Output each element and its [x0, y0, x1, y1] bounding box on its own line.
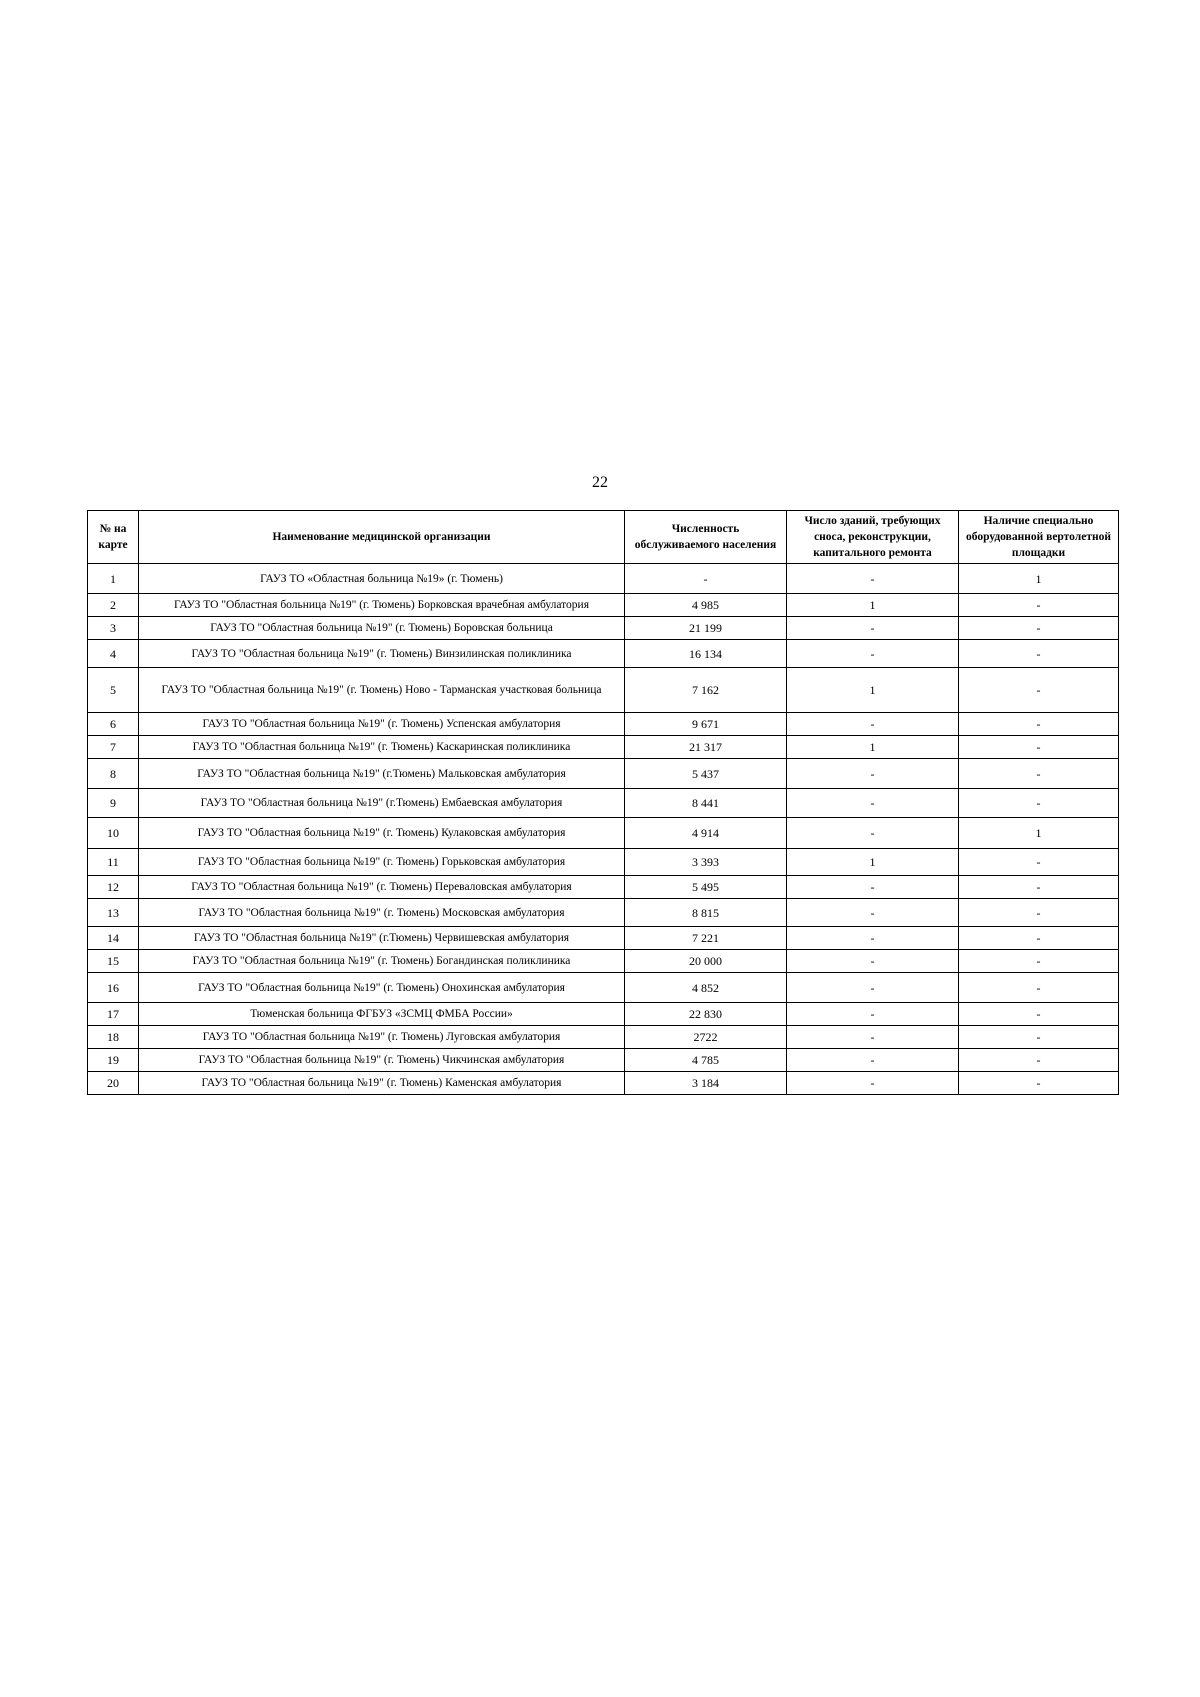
cell-population: 3 184: [625, 1072, 787, 1095]
table-row: [88, 617, 1119, 640]
cell-buildings-repair: -: [787, 1026, 959, 1049]
cell-population: 16 134: [625, 640, 787, 668]
cell-map-number: 8: [88, 759, 139, 789]
cell-buildings-repair: 1: [787, 668, 959, 713]
table-row: [88, 818, 1119, 849]
cell-buildings-repair: -: [787, 1003, 959, 1026]
cell-population: 21 317: [625, 736, 787, 759]
cell-map-number: 19: [88, 1049, 139, 1072]
cell-buildings-repair: -: [787, 973, 959, 1003]
cell-helipad: -: [959, 594, 1119, 617]
table-row: [88, 1072, 1119, 1095]
cell-organization-name: ГАУЗ ТО "Областная больница №19" (г. Тюмень) Кулаковская амбулатория: [139, 818, 625, 849]
cell-helipad: -: [959, 1026, 1119, 1049]
cell-map-number: 13: [88, 899, 139, 927]
cell-organization-name: ГАУЗ ТО "Областная больница №19" (г. Тюмень) Луговская амбулатория: [139, 1026, 625, 1049]
cell-map-number: 3: [88, 617, 139, 640]
table-row: [88, 789, 1119, 818]
cell-organization-name: ГАУЗ ТО «Областная больница №19» (г. Тюмень): [139, 564, 625, 594]
cell-helipad: -: [959, 899, 1119, 927]
table-row: [88, 759, 1119, 789]
cell-buildings-repair: -: [787, 950, 959, 973]
cell-map-number: 5: [88, 668, 139, 713]
cell-population: 5 495: [625, 876, 787, 899]
table-row: [88, 713, 1119, 736]
cell-organization-name: ГАУЗ ТО "Областная больница №19" (г. Тюмень) Онохинская амбулатория: [139, 973, 625, 1003]
cell-population: 4 914: [625, 818, 787, 849]
cell-helipad: -: [959, 759, 1119, 789]
cell-helipad: -: [959, 713, 1119, 736]
cell-map-number: 17: [88, 1003, 139, 1026]
cell-organization-name: ГАУЗ ТО "Областная больница №19" (г. Тюмень) Богандинская поликлиника: [139, 950, 625, 973]
cell-population: 4 785: [625, 1049, 787, 1072]
cell-map-number: 16: [88, 973, 139, 1003]
cell-helipad: -: [959, 789, 1119, 818]
cell-map-number: 2: [88, 594, 139, 617]
cell-helipad: -: [959, 1072, 1119, 1095]
cell-organization-name: ГАУЗ ТО "Областная больница №19" (г. Тюмень) Переваловская амбулатория: [139, 876, 625, 899]
table-row: [88, 1003, 1119, 1026]
cell-map-number: 6: [88, 713, 139, 736]
header-buildings-repair: Число зданий, требующих сноса, реконструкции, капитального ремонта: [787, 511, 959, 564]
cell-population: -: [625, 564, 787, 594]
cell-map-number: 20: [88, 1072, 139, 1095]
table-row: [88, 899, 1119, 927]
cell-buildings-repair: -: [787, 818, 959, 849]
cell-helipad: -: [959, 973, 1119, 1003]
cell-buildings-repair: -: [787, 927, 959, 950]
cell-organization-name: ГАУЗ ТО "Областная больница №19" (г.Тюмень) Червишевская амбулатория: [139, 927, 625, 950]
cell-helipad: -: [959, 876, 1119, 899]
cell-helipad: -: [959, 668, 1119, 713]
cell-population: 21 199: [625, 617, 787, 640]
cell-map-number: 4: [88, 640, 139, 668]
cell-population: 22 830: [625, 1003, 787, 1026]
cell-buildings-repair: -: [787, 1072, 959, 1095]
cell-buildings-repair: -: [787, 899, 959, 927]
cell-map-number: 1: [88, 564, 139, 594]
cell-organization-name: ГАУЗ ТО "Областная больница №19" (г. Тюмень) Чикчинская амбулатория: [139, 1049, 625, 1072]
cell-organization-name: Тюменская больница ФГБУЗ «ЗСМЦ ФМБА России»: [139, 1003, 625, 1026]
cell-organization-name: ГАУЗ ТО "Областная больница №19" (г. Тюмень) Боровская больница: [139, 617, 625, 640]
cell-population: 4 985: [625, 594, 787, 617]
cell-buildings-repair: -: [787, 759, 959, 789]
cell-buildings-repair: -: [787, 789, 959, 818]
cell-helipad: -: [959, 927, 1119, 950]
cell-organization-name: ГАУЗ ТО "Областная больница №19" (г. Тюмень) Борковская врачебная амбулатория: [139, 594, 625, 617]
cell-helipad: -: [959, 617, 1119, 640]
cell-helipad: 1: [959, 818, 1119, 849]
table-row: [88, 927, 1119, 950]
header-map-number: № на карте: [88, 511, 139, 564]
cell-organization-name: ГАУЗ ТО "Областная больница №19" (г. Тюмень) Горьковская амбулатория: [139, 849, 625, 876]
cell-map-number: 7: [88, 736, 139, 759]
cell-organization-name: ГАУЗ ТО "Областная больница №19" (г. Тюмень) Каскаринская поликлиника: [139, 736, 625, 759]
cell-organization-name: ГАУЗ ТО "Областная больница №19" (г. Тюмень) Ново - Тарманская участковая больница: [139, 668, 625, 713]
cell-buildings-repair: -: [787, 1049, 959, 1072]
header-helipad: Наличие специально оборудованной вертолетной площадки: [959, 511, 1119, 564]
cell-population: 3 393: [625, 849, 787, 876]
header-organization-name: Наименование медицинской организации: [139, 511, 625, 564]
table-row: [88, 640, 1119, 668]
cell-buildings-repair: 1: [787, 594, 959, 617]
cell-population: 9 671: [625, 713, 787, 736]
cell-organization-name: ГАУЗ ТО "Областная больница №19" (г. Тюмень) Успенская амбулатория: [139, 713, 625, 736]
cell-map-number: 18: [88, 1026, 139, 1049]
cell-helipad: -: [959, 950, 1119, 973]
cell-helipad: -: [959, 736, 1119, 759]
cell-map-number: 12: [88, 876, 139, 899]
cell-helipad: -: [959, 1003, 1119, 1026]
cell-map-number: 10: [88, 818, 139, 849]
header-population: Численность обслуживаемого населения: [625, 511, 787, 564]
table-row: [88, 876, 1119, 899]
cell-buildings-repair: -: [787, 640, 959, 668]
cell-helipad: -: [959, 1049, 1119, 1072]
cell-helipad: -: [959, 849, 1119, 876]
table-row: [88, 564, 1119, 594]
cell-organization-name: ГАУЗ ТО "Областная больница №19" (г. Тюмень) Московская амбулатория: [139, 899, 625, 927]
cell-organization-name: ГАУЗ ТО "Областная больница №19" (г.Тюмень) Ембаевская амбулатория: [139, 789, 625, 818]
cell-population: 2722: [625, 1026, 787, 1049]
cell-population: 4 852: [625, 973, 787, 1003]
cell-organization-name: ГАУЗ ТО "Областная больница №19" (г.Тюмень) Мальковская амбулатория: [139, 759, 625, 789]
cell-population: 5 437: [625, 759, 787, 789]
table-row: [88, 950, 1119, 973]
cell-map-number: 15: [88, 950, 139, 973]
table-row: [88, 849, 1119, 876]
cell-population: 20 000: [625, 950, 787, 973]
table-row: [88, 594, 1119, 617]
table-row: [88, 1026, 1119, 1049]
cell-map-number: 11: [88, 849, 139, 876]
cell-map-number: 9: [88, 789, 139, 818]
cell-helipad: 1: [959, 564, 1119, 594]
cell-population: 7 162: [625, 668, 787, 713]
table-header-row: [88, 511, 1119, 564]
cell-population: 7 221: [625, 927, 787, 950]
medical-organizations-table: [87, 510, 1119, 1095]
table-row: [88, 1049, 1119, 1072]
cell-buildings-repair: 1: [787, 736, 959, 759]
cell-organization-name: ГАУЗ ТО "Областная больница №19" (г. Тюмень) Винзилинская поликлиника: [139, 640, 625, 668]
cell-buildings-repair: -: [787, 876, 959, 899]
cell-buildings-repair: -: [787, 617, 959, 640]
cell-buildings-repair: -: [787, 713, 959, 736]
cell-population: 8 815: [625, 899, 787, 927]
table-row: [88, 736, 1119, 759]
table-row: [88, 668, 1119, 713]
page-number: 22: [592, 474, 608, 491]
cell-buildings-repair: -: [787, 564, 959, 594]
cell-population: 8 441: [625, 789, 787, 818]
table-row: [88, 973, 1119, 1003]
cell-buildings-repair: 1: [787, 849, 959, 876]
cell-organization-name: ГАУЗ ТО "Областная больница №19" (г. Тюмень) Каменская амбулатория: [139, 1072, 625, 1095]
cell-helipad: -: [959, 640, 1119, 668]
table-body: [88, 564, 1119, 1095]
cell-map-number: 14: [88, 927, 139, 950]
